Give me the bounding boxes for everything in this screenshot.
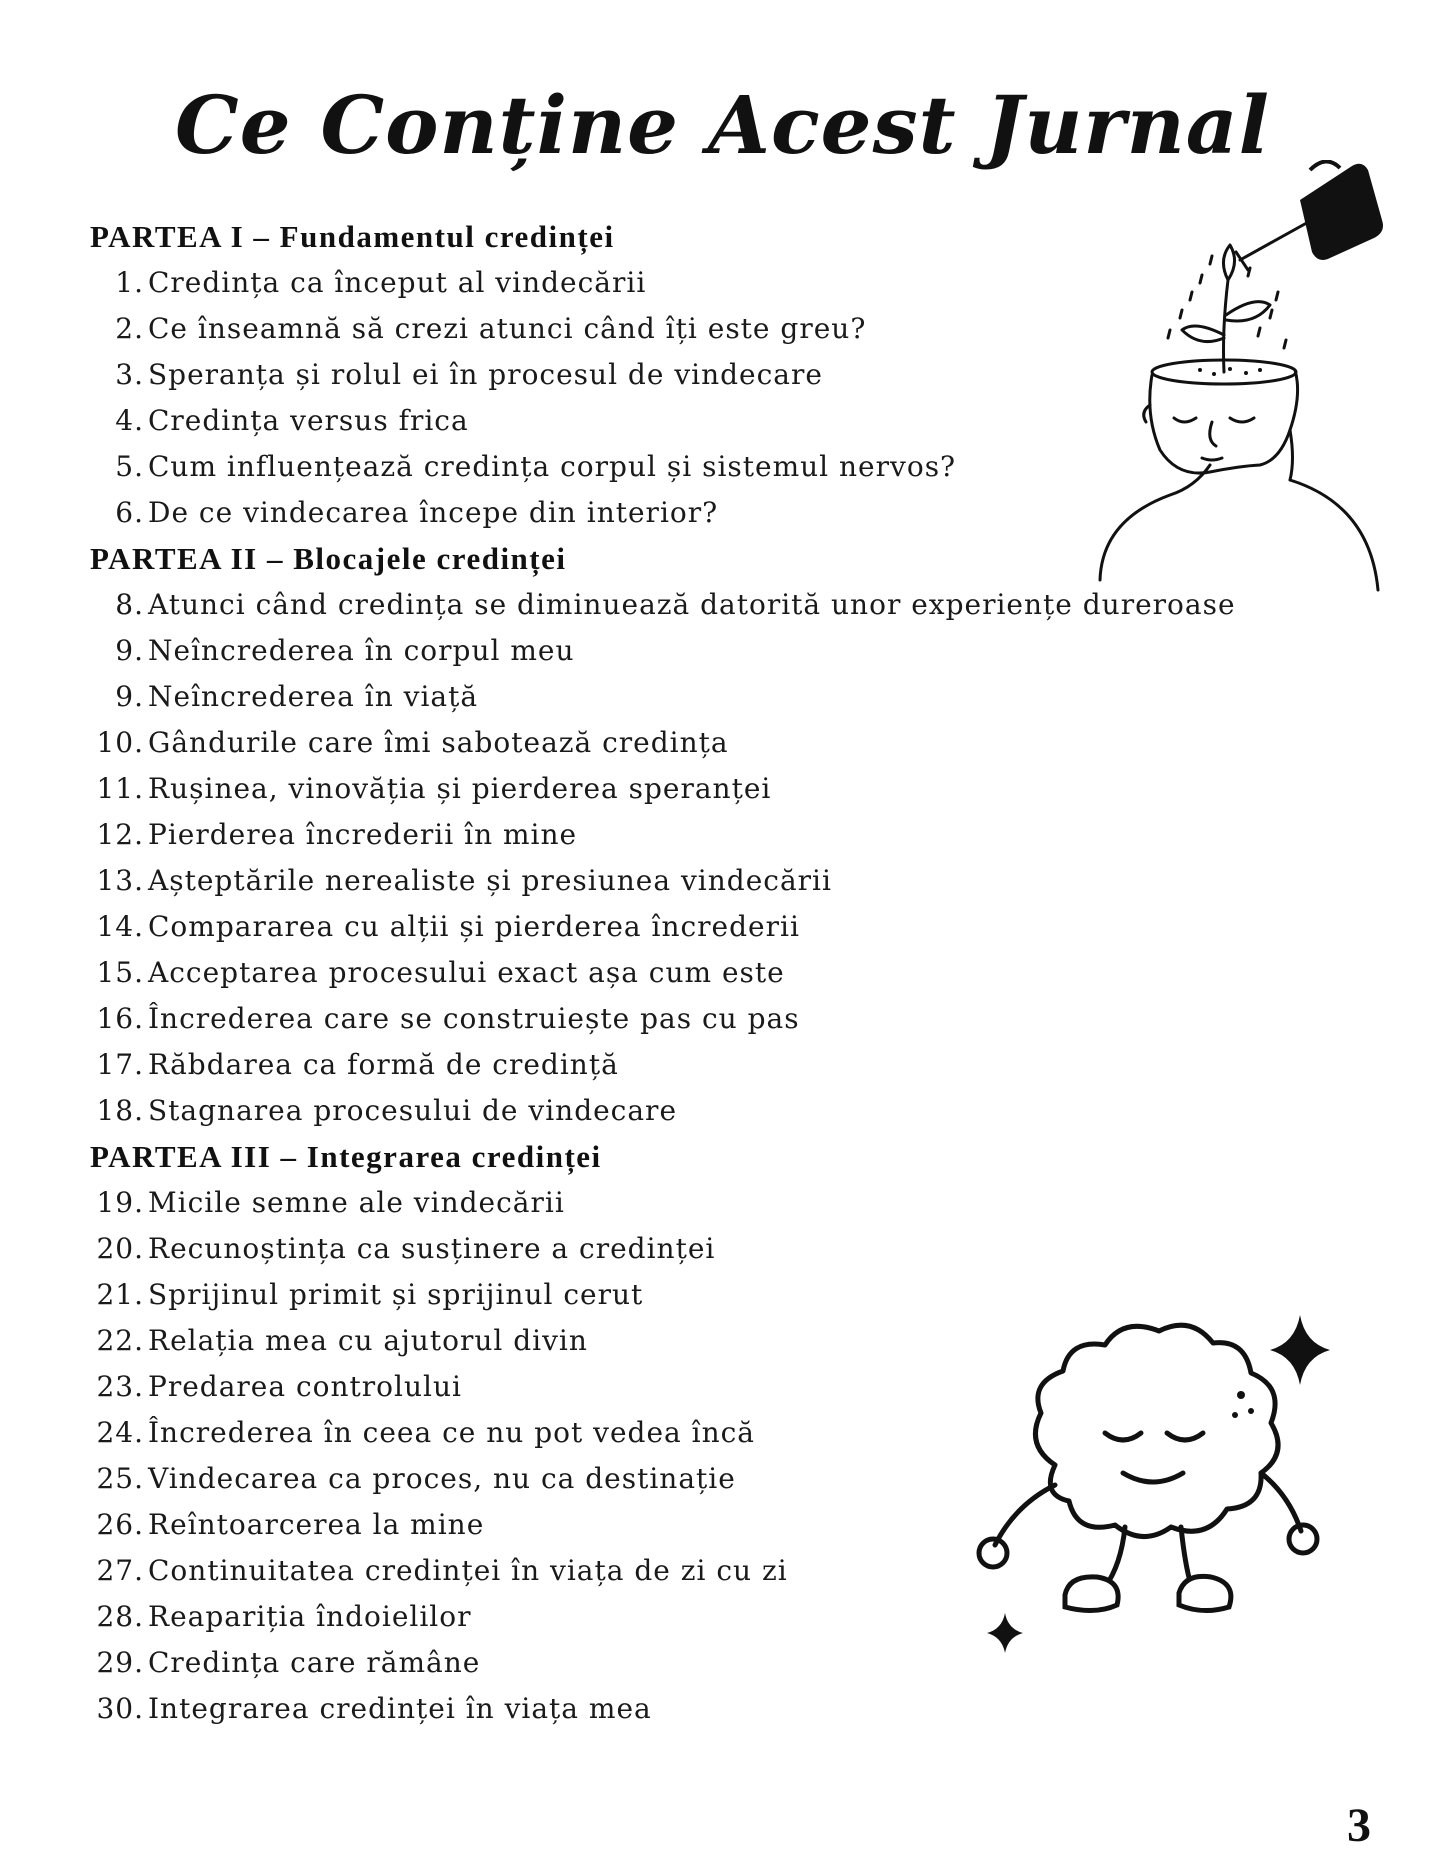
item-number: 17. (96, 1048, 144, 1081)
list-item (90, 1180, 1240, 1226)
list-item (90, 352, 1240, 398)
item-text: Speranța și rolul ei în procesul de vindecare (148, 358, 823, 391)
item-number: 11. (96, 772, 144, 805)
item-number: 9. (115, 634, 144, 667)
item-text: Compararea cu alții și pierderea încrederii (148, 910, 800, 943)
item-text: Atunci când credința se diminuează datorită unor experiențe dureroase (148, 588, 1236, 621)
section-heading-1: PARTEA I – Fundamentul credinței (90, 219, 615, 254)
page-number: 3 (1347, 1799, 1371, 1852)
item-number: 5. (115, 450, 144, 483)
item-number: 29. (96, 1646, 144, 1679)
item-text: Cum influențează credința corpul și sistemul nervos? (148, 450, 957, 483)
item-text: Pierderea încrederii în mine (148, 818, 578, 851)
list-item (90, 812, 1240, 858)
section-heading-3: PARTEA III – Integrarea credinței (90, 1139, 602, 1174)
list-item (90, 996, 1240, 1042)
item-text: Credința care rămâne (148, 1646, 481, 1679)
item-number: 22. (96, 1324, 144, 1357)
item-number: 15. (96, 956, 144, 989)
list-item (90, 1042, 1240, 1088)
item-number: 12. (96, 818, 144, 851)
item-number: 19. (96, 1186, 144, 1219)
section-heading-2: PARTEA II – Blocajele credinței (90, 541, 567, 576)
list-item (90, 444, 1240, 490)
item-text: Reîntoarcerea la mine (148, 1508, 485, 1541)
item-number: 1. (115, 266, 144, 299)
list-item (90, 1686, 1240, 1732)
item-number: 21. (96, 1278, 144, 1311)
item-text: Încrederea în ceea ce nu pot vedea încă (148, 1416, 755, 1449)
item-number: 28. (96, 1600, 144, 1633)
sparkle-icon (1270, 1315, 1330, 1385)
item-number: 9. (115, 680, 144, 713)
item-number: 24. (96, 1416, 144, 1449)
item-number: 16. (96, 1002, 144, 1035)
item-text: Recunoștința ca susținere a credinței (148, 1232, 716, 1265)
list-item (90, 1226, 1240, 1272)
item-text: Neîncrederea în viață (148, 680, 479, 713)
page-title: Ce Conține Acest Jurnal (175, 78, 1270, 172)
item-text: Neîncrederea în corpul meu (148, 634, 575, 667)
item-number: 10. (96, 726, 144, 759)
list-item (90, 1088, 1240, 1134)
item-text: Acceptarea procesului exact așa cum este (148, 956, 785, 989)
item-text: Gândurile care îmi sabotează credința (148, 726, 729, 759)
list-item (90, 628, 1240, 674)
sparkle-icon (987, 1613, 1023, 1653)
item-number: 20. (96, 1232, 144, 1265)
item-text: Așteptările nerealiste și presiunea vindecării (148, 864, 832, 897)
item-number: 8. (115, 588, 144, 621)
item-text: Rușinea, vinovăția și pierderea speranței (148, 772, 772, 805)
list-item (90, 858, 1240, 904)
item-text: Credința versus frica (148, 404, 469, 437)
item-text: Ce înseamnă să crezi atunci când îți este greu? (148, 312, 867, 345)
item-number: 6. (115, 496, 144, 529)
list-item (90, 904, 1240, 950)
item-number: 27. (96, 1554, 144, 1587)
list-item (90, 582, 1240, 628)
meditating-brain-icon (945, 1295, 1345, 1680)
item-number: 18. (96, 1094, 144, 1127)
item-number: 3. (115, 358, 144, 391)
item-number: 30. (96, 1692, 144, 1725)
item-text: Continuitatea credinței în viața de zi cu zi (148, 1554, 788, 1587)
item-text: Vindecarea ca proces, nu ca destinație (148, 1462, 736, 1495)
item-text: Predarea controlului (148, 1370, 462, 1403)
item-text: Micile semne ale vindecării (148, 1186, 565, 1219)
list-item (90, 950, 1240, 996)
item-text: Sprijinul primit și sprijinul cerut (148, 1278, 644, 1311)
item-number: 23. (96, 1370, 144, 1403)
item-text: Stagnarea procesului de vindecare (148, 1094, 678, 1127)
item-text: Răbdarea ca formă de credință (148, 1048, 619, 1081)
item-number: 26. (96, 1508, 144, 1541)
list-item (90, 260, 1240, 306)
item-number: 4. (115, 404, 144, 437)
list-item (90, 398, 1240, 444)
list-item (90, 490, 1240, 536)
list-item (90, 306, 1240, 352)
item-number: 25. (96, 1462, 144, 1495)
item-text: Reapariția îndoielilor (148, 1600, 472, 1633)
list-item (90, 766, 1240, 812)
item-text: Încrederea care se construiește pas cu pas (148, 1002, 800, 1035)
head-plant-watering-can-icon (1090, 160, 1390, 600)
item-number: 2. (115, 312, 144, 345)
item-text: De ce vindecarea începe din interior? (148, 496, 719, 529)
item-number: 13. (96, 864, 144, 897)
list-item (90, 674, 1240, 720)
item-number: 14. (96, 910, 144, 943)
list-item (90, 720, 1240, 766)
item-text: Relația mea cu ajutorul divin (148, 1324, 588, 1357)
item-text: Integrarea credinței în viața mea (148, 1692, 652, 1725)
item-text: Credința ca început al vindecării (148, 266, 647, 299)
